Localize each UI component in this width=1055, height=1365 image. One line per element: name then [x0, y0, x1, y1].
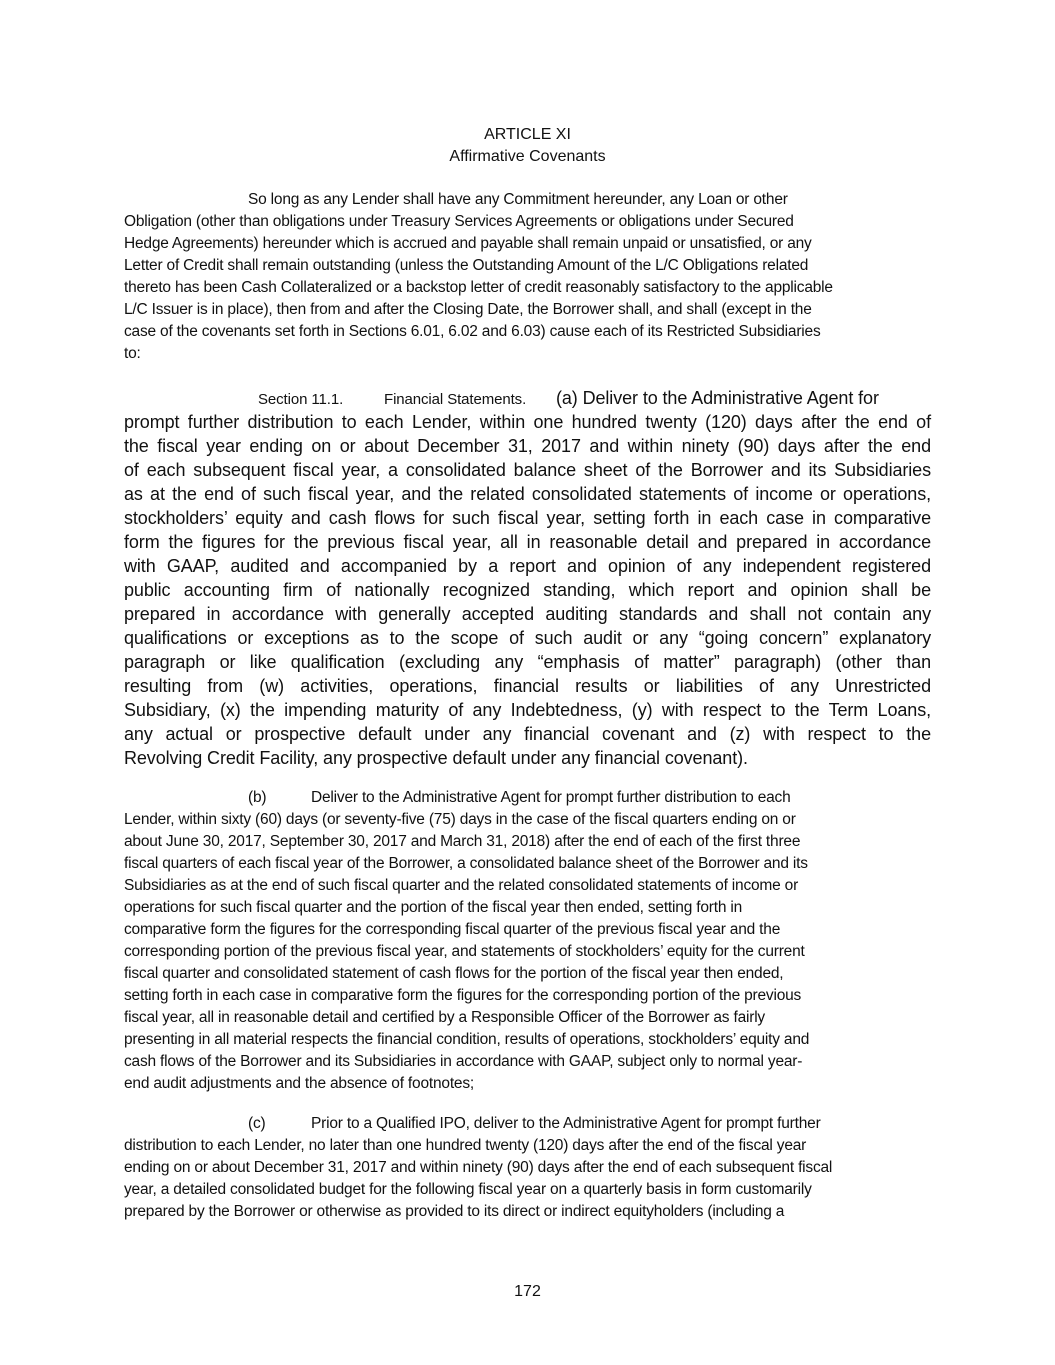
- paragraph-text: Prior to a Qualified IPO, deliver to the Administrative Agent for prompt further: [311, 1115, 821, 1132]
- paragraph-text: So long as any Lender shall have any Commitment hereunder, any Loan or other: [248, 191, 788, 208]
- text-line: with GAAP, audited and accompanied by a report and opinion of any independent registered: [124, 556, 931, 576]
- paragraph-first-line: [124, 189, 931, 211]
- text-line: to:: [124, 345, 141, 362]
- text-line: fiscal year, all in reasonable detail and certified by a Responsible Officer of the Borrower as fairly: [124, 1009, 765, 1026]
- text-line: case of the covenants set forth in Sections 6.01, 6.02 and 6.03) cause each of its Restricted Subsidiaries: [124, 323, 821, 340]
- paragraph-label: (b): [248, 789, 267, 806]
- text-line: presenting in all material respects the financial condition, results of operations, stockholders’ equity and: [124, 1031, 810, 1048]
- text-line: operations for such fiscal quarter and the portion of the fiscal year then ended, setting forth in: [124, 899, 743, 916]
- text-line: the fiscal year ending on or about December 31, 2017 and within ninety (90) days after the end: [124, 436, 931, 456]
- text-line: corresponding portion of the previous fiscal year, and statements of stockholders’ equity for the current: [124, 943, 805, 960]
- text-line: Hedge Agreements) hereunder which is accrued and payable shall remain unpaid or unsatisfied, or any: [124, 235, 812, 252]
- text-line: thereto has been Cash Collateralized or a backstop letter of credit reasonably satisfactory to the applicable: [124, 279, 833, 296]
- paragraph-b: [124, 787, 931, 1095]
- intro-paragraph: [124, 189, 931, 365]
- text-line: resulting from (w) activities, operations, financial results or liabilities of any Unrestricted: [124, 676, 931, 696]
- text-line: prompt further distribution to each Lender, within one hundred twenty (120) days after the end of: [124, 412, 931, 432]
- paragraph-first-line: [124, 787, 931, 809]
- text-line: qualifications or exceptions as to the scope of such audit or any “going concern” explanatory: [124, 628, 931, 648]
- paragraph-text: Deliver to the Administrative Agent for prompt further distribution to each: [311, 789, 791, 806]
- text-line: any actual or prospective default under any financial covenant and (z) with respect to the: [124, 724, 931, 744]
- text-line: of each subsequent fiscal year, a consolidated balance sheet of the Borrower and its Subsidiaries: [124, 460, 931, 480]
- text-line: fiscal quarters of each fiscal year of the Borrower, a consolidated balance sheet of the Borrower and its: [124, 855, 808, 872]
- paragraph-lines: [124, 1135, 931, 1223]
- text-line: as at the end of such fiscal year, and the related consolidated statements of income or operations,: [124, 484, 931, 504]
- text-line: stockholders’ equity and cash flows for such fiscal year, setting forth in each case in comparative: [124, 508, 931, 528]
- paragraph-text: (a) Deliver to the Administrative Agent for: [556, 388, 879, 408]
- section-11-1-paragraph: [124, 386, 931, 770]
- text-line: distribution to each Lender, no later than one hundred twenty (120) days after the end of the fiscal year: [124, 1137, 807, 1154]
- paragraph-lines: [124, 211, 931, 365]
- article-title: Affirmative Covenants: [449, 148, 606, 165]
- text-line: paragraph or like qualification (excluding any “emphasis of matter” paragraph) (other than: [124, 652, 931, 672]
- text-line: ending on or about December 31, 2017 and within ninety (90) days after the end of each subsequent fiscal: [124, 1159, 833, 1176]
- text-line: Revolving Credit Facility, any prospective default under any financial covenant).: [124, 748, 748, 768]
- paragraph-lines: [124, 809, 931, 1095]
- section-number: Section 11.1.: [258, 391, 344, 408]
- text-line: Obligation (other than obligations under Treasury Services Agreements or obligations under Secured: [124, 213, 794, 230]
- text-line: Letter of Credit shall remain outstanding (unless the Outstanding Amount of the L/C Obligations related: [124, 257, 809, 274]
- text-line: form the figures for the previous fiscal year, all in reasonable detail and prepared in accordance: [124, 532, 931, 552]
- text-line: cash flows of the Borrower and its Subsidiaries in accordance with GAAP, subject only to normal year-: [124, 1053, 803, 1070]
- paragraph-label: (c): [248, 1115, 266, 1132]
- text-line: comparative form the figures for the corresponding fiscal quarter of the previous fiscal year and the: [124, 921, 781, 938]
- page-number: 172: [514, 1283, 541, 1300]
- text-line: L/C Issuer is in place), then from and after the Closing Date, the Borrower shall, and shall (except in the: [124, 301, 812, 318]
- text-line: setting forth in each case in comparative form the figures for the corresponding portion of the previous: [124, 987, 802, 1004]
- text-line: prepared in accordance with generally accepted auditing standards and shall not contain any: [124, 604, 931, 624]
- text-line: Subsidiary, (x) the impending maturity of any Indebtedness, (y) with respect to the Term Loans,: [124, 700, 931, 720]
- section-title: Financial Statements.: [384, 391, 527, 408]
- text-line: public accounting firm of nationally recognized standing, which report and opinion shall be: [124, 580, 931, 600]
- text-line: Subsidiaries as at the end of such fiscal quarter and the related consolidated statements of income or: [124, 877, 799, 894]
- text-line: Lender, within sixty (60) days (or seventy-five (75) days in the case of the fiscal quarters ending on or: [124, 811, 796, 828]
- paragraph-lines: [124, 410, 931, 770]
- article-number: ARTICLE XI: [484, 126, 571, 143]
- text-line: year, a detailed consolidated budget for the following fiscal year on a quarterly basis in form customarily: [124, 1181, 812, 1198]
- paragraph-first-line: [124, 386, 931, 410]
- paragraph-first-line: [124, 1113, 931, 1135]
- text-line: end audit adjustments and the absence of footnotes;: [124, 1075, 475, 1092]
- text-line: fiscal quarter and consolidated statement of cash flows for the portion of the fiscal year then ended,: [124, 965, 784, 982]
- paragraph-c: [124, 1113, 931, 1223]
- text-line: prepared by the Borrower or otherwise as provided to its direct or indirect equityholders (including a: [124, 1203, 785, 1220]
- text-line: about June 30, 2017, September 30, 2017 and March 31, 2018) after the end of each of the first three: [124, 833, 801, 850]
